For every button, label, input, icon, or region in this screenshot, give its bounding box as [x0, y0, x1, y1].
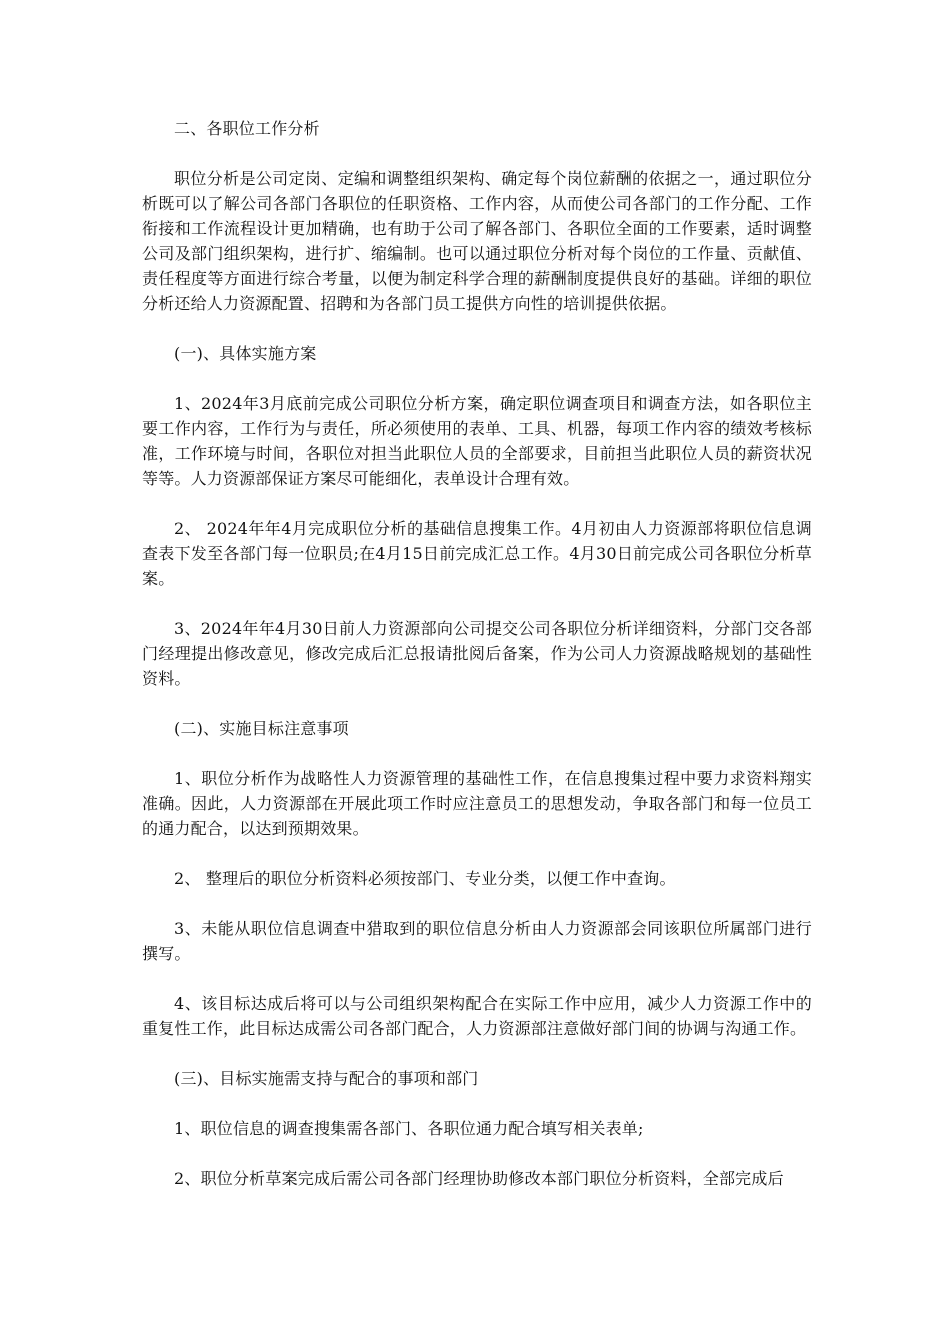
support-item-2: 2、职位分析草案完成后需公司各部门经理协助修改本部门职位分析资料，全部完成后 — [174, 1169, 784, 1188]
note-item-1: 1、职位分析作为战略性人力资源管理的基础性工作，在信息搜集过程中要力求资料翔实准确。因此，人力资源部在开展此项工作时应注意员工的思想发动，争取各部门和每一位员工的通力配合，以达到预期效果。 — [142, 769, 812, 838]
document-body — [142, 116, 812, 1216]
section-title: 二、各职位工作分析 — [174, 119, 320, 138]
plan-item-3: 3、2024年年4月30日前人力资源部向公司提交公司各职位分析详细资料，分部门交各部门经理提出修改意见，修改完成后汇总报请批阅后备案，作为公司人力资源战略规划的基础性资料。 — [142, 619, 812, 688]
plan-item-2: 2、 2024年年4月完成职位分析的基础信息搜集工作。4月初由人力资源部将职位信息调查表下发至各部门每一位职员;在4月15日前完成汇总工作。4月30日前完成公司各职位分析草案。 — [142, 519, 812, 588]
subsection-title-2: (二)、实施目标注意事项 — [174, 719, 349, 738]
subsection-title-3: (三)、目标实施需支持与配合的事项和部门 — [174, 1069, 479, 1088]
support-item-1: 1、职位信息的调查搜集需各部门、各职位通力配合填写相关表单; — [174, 1119, 644, 1138]
note-item-2: 2、 整理后的职位分析资料必须按部门、专业分类，以便工作中查询。 — [174, 869, 676, 888]
plan-item-1: 1、2024年3月底前完成公司职位分析方案，确定职位调查项目和调查方法，如各职位主要工作内容，工作行为与责任，所必须使用的表单、工具、机器，每项工作内容的绩效考核标准，工作环境与时间，各职位对担当此职位人员的全部要求，目前担当此职位人员的薪资状况等等。人力资源部保证方案尽可能细化，表单设计合理有效。 — [142, 394, 812, 488]
intro-paragraph: 职位分析是公司定岗、定编和调整组织架构、确定每个岗位薪酬的依据之一，通过职位分析既可以了解公司各部门各职位的任职资格、工作内容，从而使公司各部门的工作分配、工作衔接和工作流程设计更加精确，也有助于公司了解各部门、各职位全面的工作要素，适时调整公司及部门组织架构，进行扩、缩编制。也可以通过职位分析对每个岗位的工作量、贡献值、责任程度等方面进行综合考量，以便为制定科学合理的薪酬制度提供良好的基础。详细的职位分析还给人力资源配置、招聘和为各部门员工提供方向性的培训提供依据。 — [142, 169, 812, 313]
note-item-3: 3、未能从职位信息调查中猎取到的职位信息分析由人力资源部会同该职位所属部门进行撰写。 — [142, 919, 812, 963]
note-item-4: 4、该目标达成后将可以与公司组织架构配合在实际工作中应用，减少人力资源工作中的重复性工作，此目标达成需公司各部门配合，人力资源部注意做好部门间的协调与沟通工作。 — [142, 994, 812, 1038]
subsection-title-1: (一)、具体实施方案 — [174, 344, 317, 363]
